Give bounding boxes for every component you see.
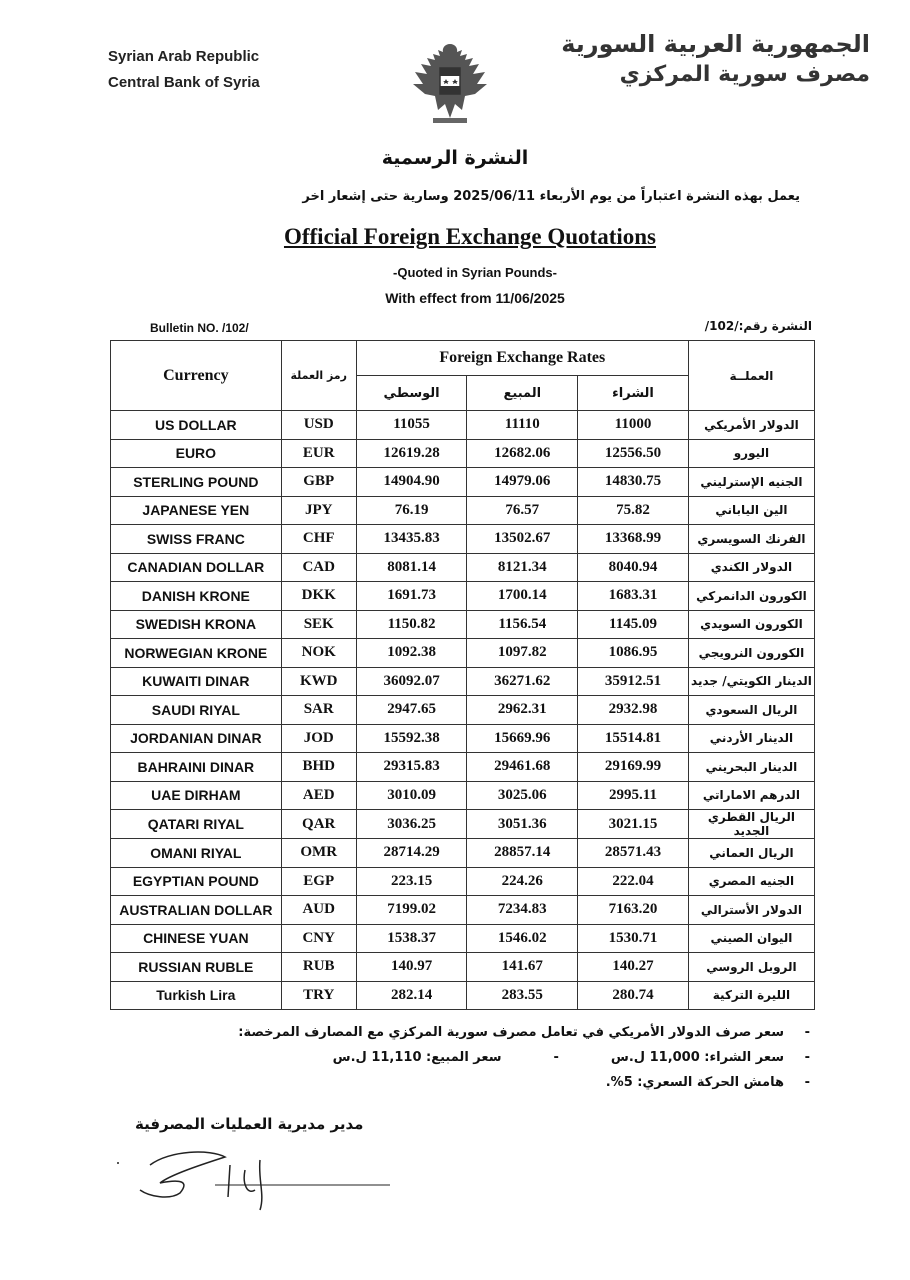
rate-sell: 283.55 [467, 981, 578, 1010]
country-name-ar: الجمهورية العربية السورية [561, 30, 870, 58]
note-separator: - [553, 1050, 559, 1065]
table-row [111, 724, 815, 753]
currency-name-en: OMANI RIYAL [111, 839, 282, 868]
table-row [111, 696, 815, 725]
currency-code: KWD [281, 667, 356, 696]
table-row [111, 839, 815, 868]
rate-mid: 140.97 [356, 953, 467, 982]
rate-buy: 2932.98 [578, 696, 689, 725]
rate-sell: 11110 [467, 411, 578, 440]
rate-sell: 36271.62 [467, 667, 578, 696]
rate-mid: 15592.38 [356, 724, 467, 753]
rate-sell: 76.57 [467, 496, 578, 525]
rate-mid: 2947.65 [356, 696, 467, 725]
note-buy-rate: سعر الشراء: 11,000 ل.س [610, 1050, 784, 1065]
table-row [111, 867, 815, 896]
currency-code: USD [281, 411, 356, 440]
bank-name-ar: مصرف سورية المركزي [619, 62, 870, 87]
currency-code: BHD [281, 753, 356, 782]
rate-buy: 29169.99 [578, 753, 689, 782]
rate-buy: 11000 [578, 411, 689, 440]
currency-name-en: JAPANESE YEN [111, 496, 282, 525]
currency-name-ar: الدينار الكويتي/ جديد [688, 667, 814, 696]
rate-sell: 7234.83 [467, 896, 578, 925]
rate-buy: 7163.20 [578, 896, 689, 925]
currency-name-ar: الدرهم الاماراتي [688, 781, 814, 810]
currency-name-ar: الدولار الكندي [688, 553, 814, 582]
country-name-en: Syrian Arab Republic [108, 48, 260, 65]
header-arabic [561, 30, 870, 87]
currency-name-en: BAHRAINI DINAR [111, 753, 282, 782]
bank-name-en: Central Bank of Syria [108, 74, 260, 91]
currency-name-en: NORWEGIAN KRONE [111, 639, 282, 668]
currency-name-ar: الروبل الروسي [688, 953, 814, 982]
rate-mid: 3010.09 [356, 781, 467, 810]
rate-buy: 1530.71 [578, 924, 689, 953]
rate-mid: 1691.73 [356, 582, 467, 611]
table-row [111, 582, 815, 611]
header-currency: Currency [111, 341, 282, 411]
rate-sell: 13502.67 [467, 525, 578, 554]
table-row [111, 496, 815, 525]
currency-code: CAD [281, 553, 356, 582]
currency-name-ar: الكورون السويدي [688, 610, 814, 639]
currency-name-ar: الدولار الأسترالي [688, 896, 814, 925]
currency-code: EGP [281, 867, 356, 896]
currency-code: CHF [281, 525, 356, 554]
currency-name-en: RUSSIAN RUBLE [111, 953, 282, 982]
rate-sell: 3051.36 [467, 810, 578, 839]
note-line-3 [238, 1070, 810, 1095]
table-row [111, 896, 815, 925]
currency-code: JOD [281, 724, 356, 753]
currency-code: EUR [281, 439, 356, 468]
currency-name-ar: الريال العماني [688, 839, 814, 868]
rate-buy: 75.82 [578, 496, 689, 525]
note-dash: - [804, 1075, 810, 1090]
effective-date: With effect from 11/06/2025 [385, 290, 565, 306]
currency-name-ar: الدينار البحريني [688, 753, 814, 782]
rate-sell: 2962.31 [467, 696, 578, 725]
table-row [111, 667, 815, 696]
rate-mid: 13435.83 [356, 525, 467, 554]
rate-sell: 28857.14 [467, 839, 578, 868]
currency-name-en: SWEDISH KRONA [111, 610, 282, 639]
note-line-1 [238, 1020, 810, 1045]
currency-name-ar: اليورو [688, 439, 814, 468]
currency-name-ar: الين الياباني [688, 496, 814, 525]
currency-code: SEK [281, 610, 356, 639]
currency-name-en: UAE DIRHAM [111, 781, 282, 810]
currency-code: OMR [281, 839, 356, 868]
syrian-eagle-emblem-icon [405, 38, 495, 128]
rate-mid: 11055 [356, 411, 467, 440]
table-row [111, 981, 815, 1010]
header-fx-rates: Foreign Exchange Rates [356, 341, 688, 376]
currency-name-ar: الريال القطري الجديد [688, 810, 814, 839]
note-sell-rate: سعر المبيع: 11,110 ل.س [332, 1050, 502, 1065]
header-currency-ar: العملــة [688, 341, 814, 411]
rate-buy: 222.04 [578, 867, 689, 896]
currency-code: QAR [281, 810, 356, 839]
rate-sell: 12682.06 [467, 439, 578, 468]
rate-sell: 15669.96 [467, 724, 578, 753]
table-row [111, 468, 815, 497]
rate-mid: 14904.90 [356, 468, 467, 497]
rate-buy: 1683.31 [578, 582, 689, 611]
currency-name-en: US DOLLAR [111, 411, 282, 440]
currency-name-en: KUWAITI DINAR [111, 667, 282, 696]
currency-name-en: CANADIAN DOLLAR [111, 553, 282, 582]
note-line-2 [238, 1045, 810, 1070]
currency-name-en: AUSTRALIAN DOLLAR [111, 896, 282, 925]
currency-name-en: SAUDI RIYAL [111, 696, 282, 725]
title-english: Official Foreign Exchange Quotations [283, 224, 657, 249]
currency-code: GBP [281, 468, 356, 497]
rate-buy: 12556.50 [578, 439, 689, 468]
table-row [111, 924, 815, 953]
rate-mid: 1538.37 [356, 924, 467, 953]
rate-mid: 223.15 [356, 867, 467, 896]
note-dash: - [804, 1025, 810, 1040]
currency-name-ar: الريال السعودي [688, 696, 814, 725]
title-arabic: النشرة الرسمية [381, 147, 529, 169]
rate-sell: 1156.54 [467, 610, 578, 639]
table-row [111, 525, 815, 554]
table-row [111, 810, 815, 839]
rate-mid: 282.14 [356, 981, 467, 1010]
currency-code: CNY [281, 924, 356, 953]
currency-name-en: Turkish Lira [111, 981, 282, 1010]
rate-sell: 8121.34 [467, 553, 578, 582]
rate-buy: 1145.09 [578, 610, 689, 639]
rate-buy: 2995.11 [578, 781, 689, 810]
currency-name-ar: الدينار الأردني [688, 724, 814, 753]
currency-name-ar: الجنيه الإسترليني [688, 468, 814, 497]
note-dash: - [804, 1050, 810, 1065]
rate-mid: 36092.07 [356, 667, 467, 696]
table-row [111, 639, 815, 668]
currency-name-en: SWISS FRANC [111, 525, 282, 554]
header-buy: الشراء [578, 376, 689, 411]
rate-mid: 76.19 [356, 496, 467, 525]
currency-code: NOK [281, 639, 356, 668]
rate-sell: 224.26 [467, 867, 578, 896]
handwritten-signature [110, 1135, 410, 1215]
rate-mid: 3036.25 [356, 810, 467, 839]
rate-buy: 1086.95 [578, 639, 689, 668]
currency-name-en: EURO [111, 439, 282, 468]
table-row [111, 753, 815, 782]
rate-sell: 3025.06 [467, 781, 578, 810]
currency-code: AED [281, 781, 356, 810]
currency-name-en: CHINESE YUAN [111, 924, 282, 953]
currency-name-ar: الكورون النرويجي [688, 639, 814, 668]
currency-name-en: STERLING POUND [111, 468, 282, 497]
currency-name-ar: الفرنك السويسري [688, 525, 814, 554]
header-code: رمز العملة [281, 341, 356, 411]
bulletin-number-ar: النشرة رقم:/102/ [704, 319, 812, 333]
rate-sell: 14979.06 [467, 468, 578, 497]
rate-mid: 12619.28 [356, 439, 467, 468]
signatory-title: مدير مديرية العمليات المصرفية [135, 1115, 364, 1133]
header-mid: الوسطي [356, 376, 467, 411]
header-english [108, 44, 260, 96]
currency-code: AUD [281, 896, 356, 925]
table-row [111, 953, 815, 982]
rate-sell: 1700.14 [467, 582, 578, 611]
note-usd-rate-intro: سعر صرف الدولار الأمريكي في تعامل مصرف سورية المركزي مع المصارف المرخصة: [238, 1025, 784, 1040]
table-row [111, 610, 815, 639]
notes [238, 1020, 810, 1095]
currency-code: RUB [281, 953, 356, 982]
currency-name-ar: الليرة التركية [688, 981, 814, 1010]
rate-buy: 28571.43 [578, 839, 689, 868]
header-sell: المبيع [467, 376, 578, 411]
currency-name-en: EGYPTIAN POUND [111, 867, 282, 896]
bulletin-number-en: Bulletin NO. /102/ [150, 321, 249, 335]
currency-name-ar: الجنيه المصري [688, 867, 814, 896]
rate-sell: 1546.02 [467, 924, 578, 953]
subtitle-arabic: يعمل بهذه النشرة اعتباراً من يوم الأربعاء 2025/06/11 وسارية حتى إشعار اخر [302, 189, 800, 204]
table-row [111, 411, 815, 440]
rate-mid: 28714.29 [356, 839, 467, 868]
rate-buy: 14830.75 [578, 468, 689, 497]
currency-code: TRY [281, 981, 356, 1010]
table-row [111, 781, 815, 810]
exchange-rates-table [110, 340, 815, 1010]
currency-name-en: JORDANIAN DINAR [111, 724, 282, 753]
rate-sell: 141.67 [467, 953, 578, 982]
rate-buy: 280.74 [578, 981, 689, 1010]
currency-code: JPY [281, 496, 356, 525]
rate-rows [111, 411, 815, 1010]
rate-buy: 3021.15 [578, 810, 689, 839]
rate-mid: 1092.38 [356, 639, 467, 668]
currency-code: DKK [281, 582, 356, 611]
rate-buy: 8040.94 [578, 553, 689, 582]
rate-buy: 35912.51 [578, 667, 689, 696]
quoted-in-note: -Quoted in Syrian Pounds- [393, 265, 557, 280]
rate-sell: 29461.68 [467, 753, 578, 782]
currency-name-ar: الدولار الأمريكي [688, 411, 814, 440]
table-row [111, 553, 815, 582]
currency-name-ar: اليوان الصيني [688, 924, 814, 953]
rate-sell: 1097.82 [467, 639, 578, 668]
currency-name-en: QATARI RIYAL [111, 810, 282, 839]
rate-mid: 1150.82 [356, 610, 467, 639]
currency-name-en: DANISH KRONE [111, 582, 282, 611]
rate-buy: 13368.99 [578, 525, 689, 554]
rate-mid: 7199.02 [356, 896, 467, 925]
note-margin: هامش الحركة السعري: 5%. [605, 1075, 784, 1090]
currency-name-ar: الكورون الدانمركي [688, 582, 814, 611]
rate-mid: 29315.83 [356, 753, 467, 782]
currency-code: SAR [281, 696, 356, 725]
rate-mid: 8081.14 [356, 553, 467, 582]
rate-buy: 15514.81 [578, 724, 689, 753]
rate-buy: 140.27 [578, 953, 689, 982]
table-row [111, 439, 815, 468]
